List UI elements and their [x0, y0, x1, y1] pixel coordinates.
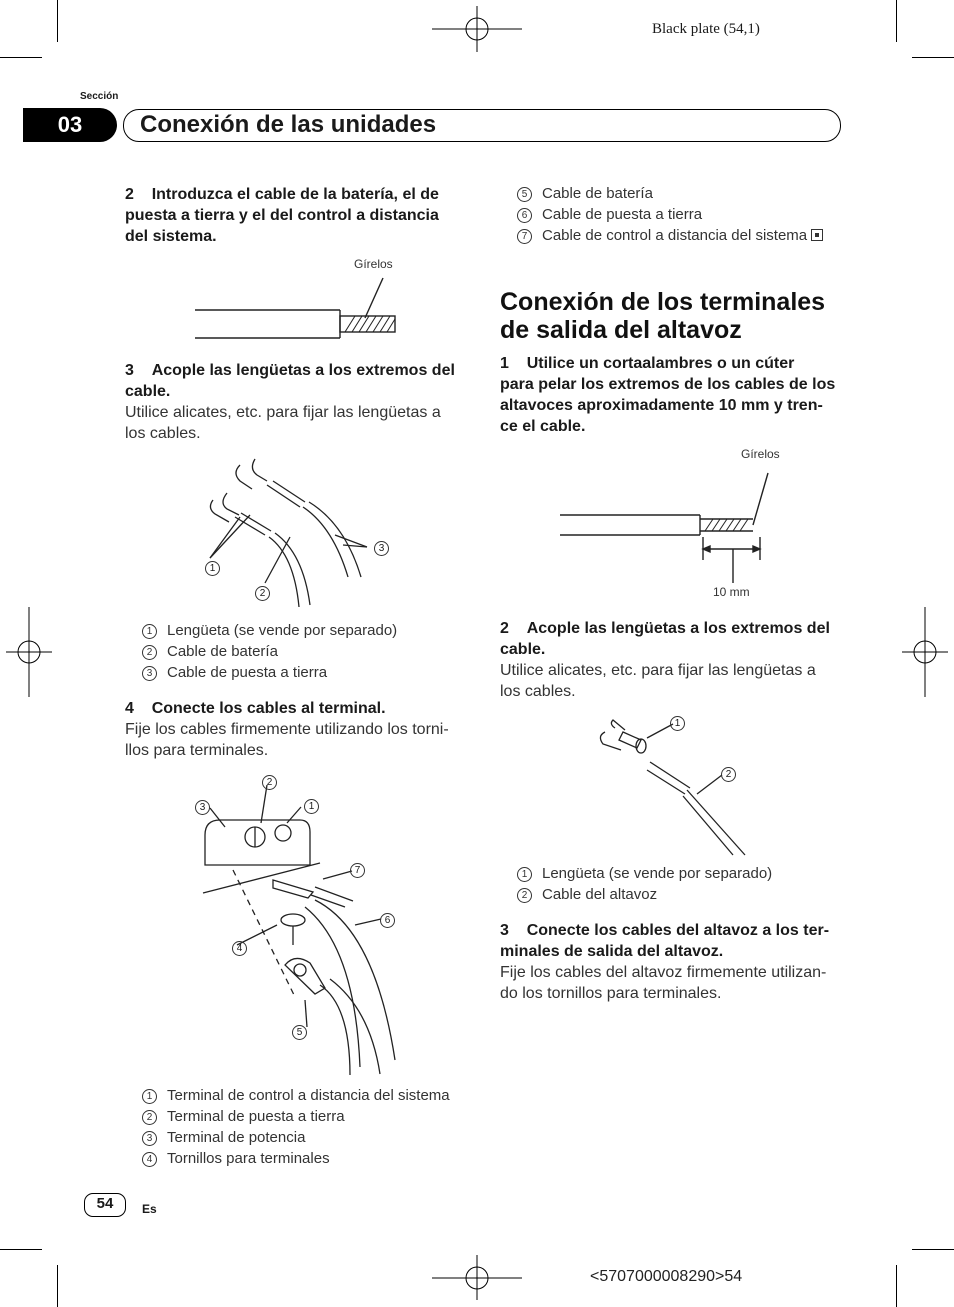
legend-item: 1 Terminal de control a distancia del sistema	[142, 1085, 450, 1106]
section-label: Sección	[80, 91, 119, 102]
legend-item: 1 Lengüeta (se vende por separado)	[142, 620, 397, 641]
callout-1: 1	[670, 716, 685, 731]
callout-4: 4	[232, 941, 247, 956]
legend-item: 2 Cable de batería	[142, 641, 397, 662]
legend-list	[142, 620, 397, 683]
page-number: 54	[84, 1193, 126, 1217]
language-label: Es	[142, 1202, 157, 1216]
plate-label: Black plate (54,1)	[652, 21, 760, 37]
left-step-2: 2 Introduzca el cable de la batería, el de puesta a tierra y el del control a distancia del sistema.	[125, 186, 439, 245]
left-step-4: 4 Conecte los cables al terminal.	[125, 700, 386, 717]
left-step-4-body: Fije los cables firmemente utilizando los torni- llos para terminales.	[125, 721, 449, 759]
section-number: 03	[23, 108, 117, 142]
right-step-3: 3 Conecte los cables del altavoz a los ter- minales de salida del altavoz.	[500, 922, 830, 960]
left-step-3-body: Utilice alicates, etc. para fijar las lengüetas a los cables.	[125, 404, 441, 442]
callout-5: 5	[292, 1025, 307, 1040]
callout-7: 7	[350, 863, 365, 878]
lug-attach-figure	[195, 455, 405, 615]
legend-item: 6 Cable de puesta a tierra	[517, 204, 823, 225]
section-title: Conexión de las unidades	[123, 109, 841, 142]
figure-label: Gírelos	[354, 257, 393, 271]
callout-6: 6	[380, 913, 395, 928]
legend-item: 3 Cable de puesta a tierra	[142, 662, 397, 683]
legend-list	[517, 863, 772, 905]
callout-3: 3	[374, 541, 389, 556]
right-step-1: 1 Utilice un cortaalambres o un cúter para pelar los extremos de los cables de los altavoces aproximadamente 10 mm y tren- ce el cable.	[500, 355, 836, 435]
legend-item: 7 Cable de control a distancia del sistema	[517, 225, 823, 246]
dimension-label: 10 mm	[713, 585, 750, 599]
left-step-3: 3 Acople las lengüetas a los extremos del cable.	[125, 362, 455, 400]
legend-item: 4 Tornillos para terminales	[142, 1148, 450, 1169]
legend-item: 5 Cable de batería	[517, 183, 823, 204]
callout-1: 1	[304, 799, 319, 814]
callout-2: 2	[255, 586, 270, 601]
right-step-3-body: Fije los cables del altavoz firmemente utilizan- do los tornillos para terminales.	[500, 964, 827, 1002]
legend-list	[517, 183, 823, 246]
callout-1: 1	[205, 561, 220, 576]
callout-3: 3	[195, 800, 210, 815]
stripped-wire-10mm-figure	[555, 465, 775, 595]
legend-item: 1 Lengüeta (se vende por separado)	[517, 863, 772, 884]
right-step-2-body: Utilice alicates, etc. para fijar las lengüetas a los cables.	[500, 662, 816, 700]
section-heading: Conexión de los terminales de salida del altavoz	[500, 288, 826, 344]
end-mark-icon	[811, 229, 823, 241]
callout-2: 2	[262, 775, 277, 790]
callout-2: 2	[721, 767, 736, 782]
legend-item: 3 Terminal de potencia	[142, 1127, 450, 1148]
stripped-wire-figure	[190, 270, 410, 350]
lug-figure	[595, 710, 755, 860]
legend-list	[142, 1085, 450, 1169]
figure-label: Gírelos	[741, 447, 780, 461]
document-code: <5707000008290>54	[590, 1268, 743, 1285]
legend-item: 2 Terminal de puesta a tierra	[142, 1106, 450, 1127]
right-step-2: 2 Acople las lengüetas a los extremos del cable.	[500, 620, 830, 658]
legend-item: 2 Cable del altavoz	[517, 884, 772, 905]
